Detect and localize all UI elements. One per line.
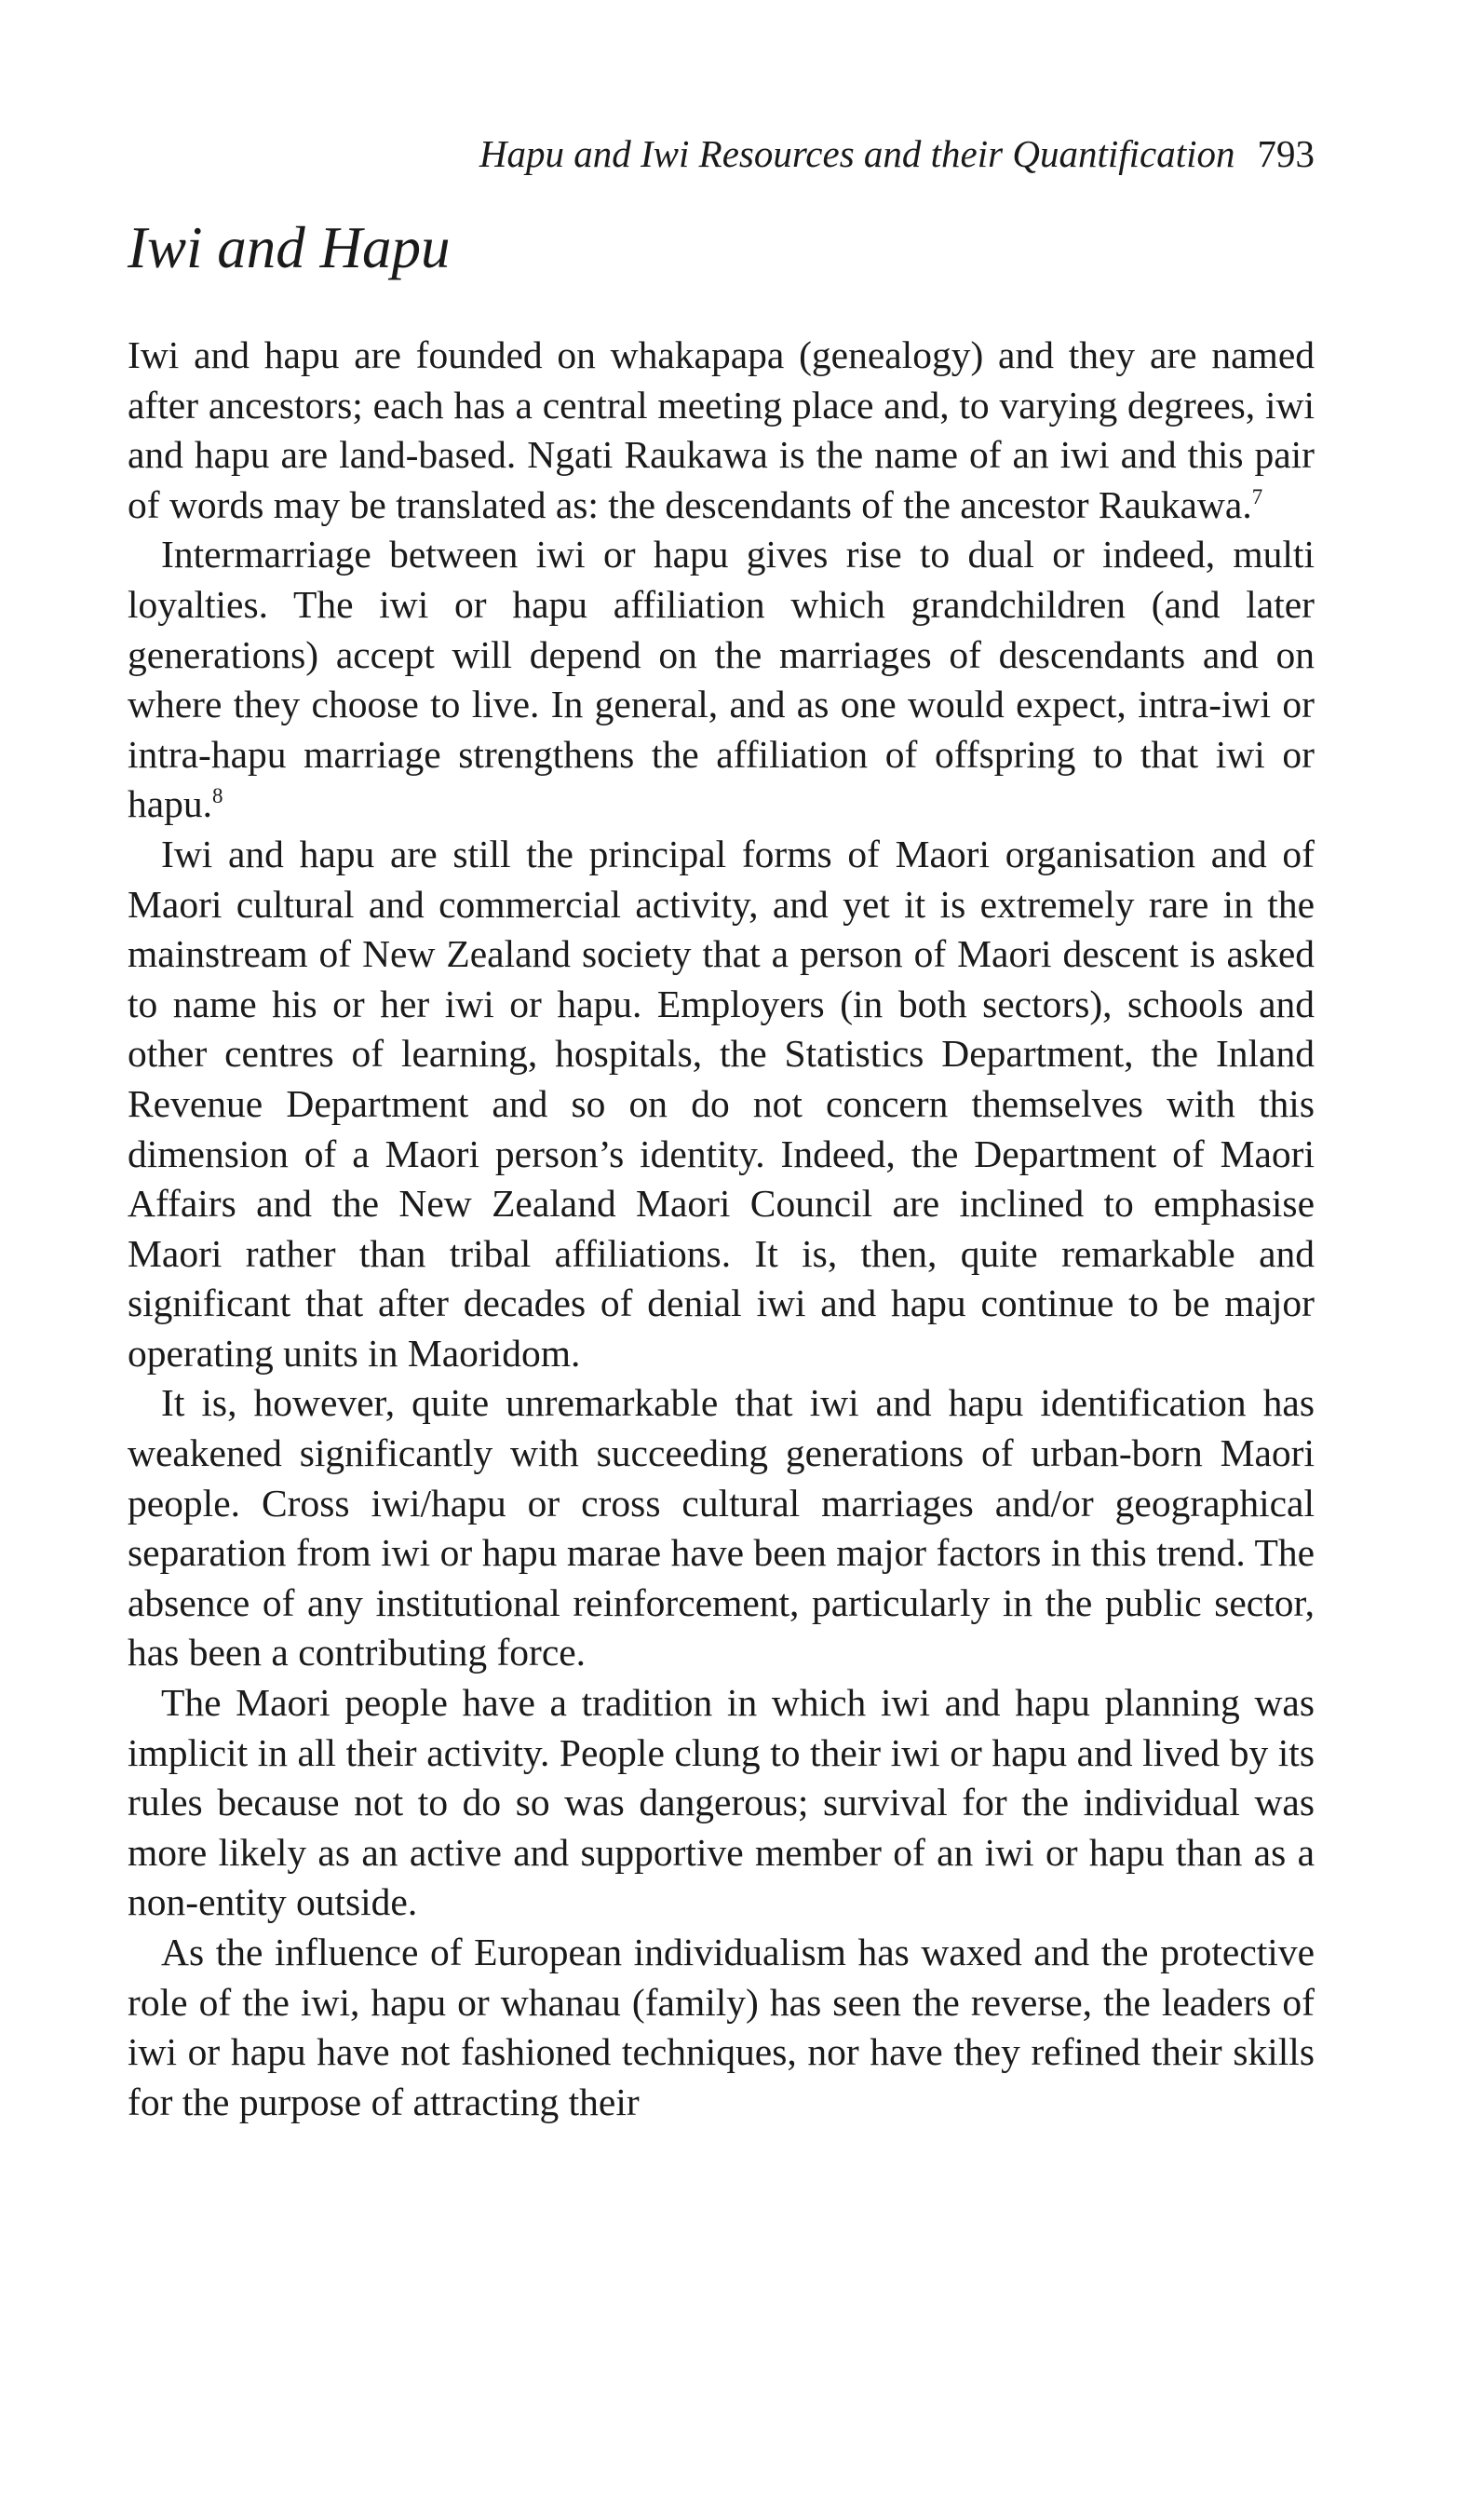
body-text (128, 331, 1315, 2127)
paragraph (128, 830, 1315, 1379)
section-heading: Iwi and Hapu (128, 215, 451, 280)
paragraph (128, 1378, 1315, 1678)
paragraph-text: The Maori people have a tradition in which iwi and hapu planning was implicit in all their activity. People clung to their iwi or hapu and lived by its rules because not to do so was dangerous; survival for the individual was more likely as an active and supportive member of an iwi or hapu than as a non-entity outside. (128, 1681, 1315, 1924)
paragraph (128, 530, 1315, 830)
paragraph (128, 331, 1315, 530)
paragraph-text: It is, however, quite unremarkable that iwi and hapu identification has weakened significantly with succeeding generations of urban-born Maori people. Cross iwi/hapu or cross cultural marriages and/or geographical separation from iwi or hapu marae have been major factors in this trend. The absence of any institutional reinforcement, particularly in the public sector, has been a contributing force. (128, 1381, 1315, 1674)
paragraph (128, 1928, 1315, 2127)
footnote-reference[interactable]: 7 (1251, 484, 1263, 508)
running-title: Hapu and Iwi Resources and their Quantification (479, 132, 1235, 175)
paragraph-text: Intermarriage between iwi or hapu gives rise to dual or indeed, multi loyalties. The iwi or hapu affiliation which grandchildren (and later generations) accept will depend on the marriages of descendants and on where they choose to live. In general, and as one would expect, intra-iwi or intra-hapu marriage strengthens the affiliation of offspring to that iwi or hapu. (128, 533, 1315, 826)
running-head (400, 130, 1315, 177)
page-number: 793 (1257, 132, 1315, 175)
footnote-reference[interactable]: 8 (212, 784, 223, 808)
paragraph (128, 1678, 1315, 1928)
paragraph-text: Iwi and hapu are founded on whakapapa (genealogy) and they are named after ancestors; each has a central meeting place and, to varying degrees, iwi and hapu are land-based. Ngati Raukawa is the name of an iwi and this pair of words may be translated as: the descendants of the ancestor Raukawa. (128, 333, 1315, 526)
paragraph-text: As the influence of European individualism has waxed and the protective role of the iwi, hapu or whanau (family) has seen the reverse, the leaders of iwi or hapu have not fashioned techniques, nor have they refined their skills for the purpose of attracting their (128, 1931, 1315, 2123)
paragraph-text: Iwi and hapu are still the principal forms of Maori organisation and of Maori cultural and commercial activity, and yet it is extremely rare in the mainstream of New Zealand society that a person of Maori descent is asked to name his or her iwi or hapu. Employers (in both sectors), schools and other centres of learning, hospitals, the Statistics Department, the Inland Revenue Department and so on do not concern themselves with this dimension of a Maori person’s identity. Indeed, the Department of Maori Affairs and the New Zealand Maori Council are inclined to emphasise Maori rather than tribal affiliations. It is, then, quite remarkable and significant that after decades of denial iwi and hapu continue to be major operating units in Maoridom. (128, 832, 1315, 1375)
